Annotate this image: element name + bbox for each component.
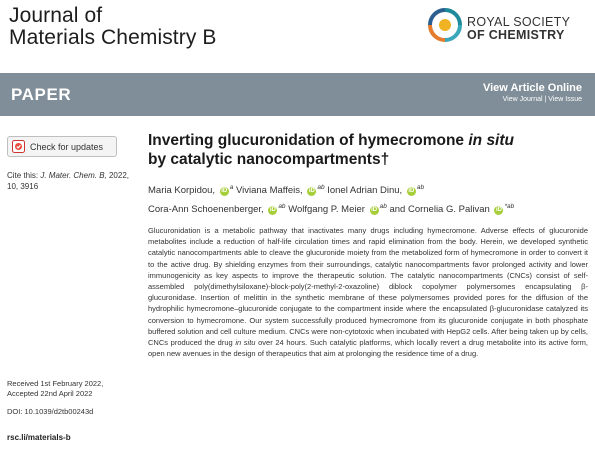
rsc-logo-icon (428, 8, 462, 42)
journal-title-line1: Journal of (9, 4, 103, 27)
rsc-logo[interactable] (428, 8, 593, 48)
author-affiliation: ab (278, 203, 286, 210)
publisher-name (467, 16, 570, 42)
author-name[interactable]: Cornelia G. Palivan (407, 204, 490, 215)
author-name[interactable]: Wolfgang P. Meier (288, 204, 365, 215)
publisher-line2: OF CHEMISTRY (467, 28, 565, 42)
article-type-label: PAPER (11, 85, 72, 104)
link-separator: | (542, 96, 549, 103)
title-part1: Inverting glucuronidation of hymecromone (148, 132, 469, 149)
abstract-italic: in situ (235, 338, 256, 348)
author-affiliation: ab (379, 203, 387, 210)
title-part2: by catalytic nanocompartments† (148, 151, 390, 168)
orcid-icon[interactable]: iD (371, 207, 378, 213)
received-date: Received 1st February 2022, (7, 379, 104, 388)
doi-link[interactable]: DOI: 10.1039/d2tb00243d (7, 407, 94, 416)
author-name[interactable]: Viviana Maffeis, (235, 185, 303, 196)
abstract-part2: over 24 hours. Such catalytic platforms, which locally revert a drug metabolite into its active form, open new avenues in the design of therapeutics that aim at prolonging the residence time of a drug. (148, 338, 589, 359)
citation (7, 170, 135, 192)
check-updates-label: Check for updates (30, 141, 104, 152)
article-type-banner (0, 73, 595, 116)
author-name[interactable]: Maria Korpidou, (148, 185, 216, 196)
received-accepted-dates (7, 379, 103, 399)
author-affiliation: ab (416, 184, 425, 191)
and-word: and (389, 204, 406, 215)
journal-short-link[interactable]: rsc.li/materials-b (7, 433, 71, 442)
author-affiliation: *ab (504, 203, 515, 210)
cite-volume-pages: 10, 3916 (7, 182, 39, 191)
publisher-line1: ROYAL SOCIETY (467, 15, 571, 29)
orcid-icon[interactable]: iD (408, 188, 415, 194)
article-title (148, 131, 593, 169)
view-journal-link[interactable]: View Journal (502, 96, 543, 103)
view-online-links (483, 82, 582, 105)
journal-title (9, 5, 216, 49)
title-italic: in situ (468, 132, 514, 149)
author-name[interactable]: Ionel Adrian Dinu, (327, 185, 403, 196)
view-article-online-link[interactable]: View Article Online (482, 82, 582, 94)
author-affiliation: ab (317, 184, 325, 191)
cite-year: 2022, (108, 171, 130, 180)
author-list (148, 180, 593, 218)
orcid-icon[interactable]: iD (269, 207, 276, 213)
check-updates-icon (12, 140, 25, 153)
check-for-updates-button[interactable] (7, 136, 117, 157)
orcid-icon[interactable]: iD (495, 207, 502, 213)
author-name[interactable]: Cora-Ann Schoenenberger, (148, 204, 264, 215)
abstract (148, 225, 588, 359)
orcid-icon[interactable]: iD (308, 188, 315, 194)
view-issue-link[interactable]: View Issue (548, 96, 582, 103)
view-sub-links (483, 95, 582, 105)
orcid-icon[interactable]: iD (221, 188, 228, 194)
cite-prefix: Cite this: (7, 171, 39, 180)
journal-title-line2: Materials Chemistry B (9, 26, 217, 49)
author-affiliation: a (229, 184, 234, 191)
cite-journal: J. Mater. Chem. B, (40, 171, 107, 180)
abstract-part1: Glucuronidation is a metabolic pathway that inactivates many drugs including hymecromone. Adverse effects of glucuronide metabolites include a reduction of half-life circulation times and rapid elimination from the body. Herein, we developed synthetic catalytic nanocompartments able to cleave the glucuronide moiety from the metabolized form of hymecromone in order to convert it to the active drug. By shielding enzymes from their surroundings, catalytic nanocompartments favor prolonged activity and lower immunogenicity as key aspects to improve the therapeutic solution. The catalytic nanocompartments (CNCs) consist of self-assembled poly(dimethylsiloxane)-block-poly(2-methyl-2-oxazoline) diblock copolymer polymersomes encapsulating β-glucuronidase. Insertion of melittin in the synthetic membrane of these polymersomes provided pores for the diffusion of the hydrophilic hymecromone–glucuronide conjugate to the compartment inside where the encapsulated β-glucuronidase catalyzed its conversion to hymecromone. Our system successfully produced hymecromone from its glucuronide conjugate in both phosphate buffered solution and cell culture medium. CNCs were non-cytotoxic when incubated with HepG2 cells. After being taken up by cells, CNCs produced the drug (148, 226, 588, 348)
accepted-date: Accepted 22nd April 2022 (7, 389, 93, 398)
